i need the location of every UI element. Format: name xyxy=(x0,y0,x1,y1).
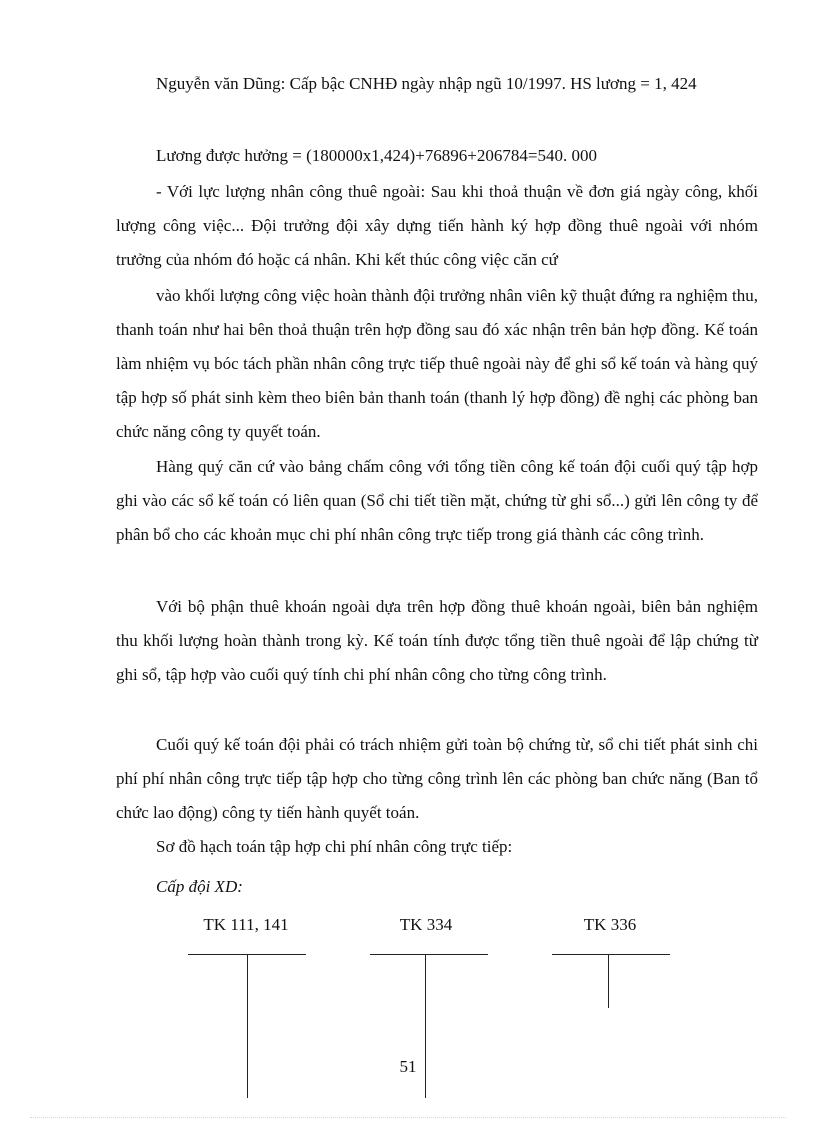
paragraph-salary-grade: Nguyễn văn Dũng: Cấp bậc CNHĐ ngày nhập ngũ 10/1997. HS lương = 1, 424 xyxy=(156,74,697,93)
paragraph-outsourced-labor: - Với lực lượng nhân công thuê ngoài: Sau khi thoả thuận về đơn giá ngày công, khối lượng công việc... Đội trưởng đội xây dựng tiến hành ký hợp đồng thuê ngoài với nhóm trưởng của nhóm đó hoặc cá nhân. Khi kết thúc công việc căn cứ xyxy=(116,182,758,269)
account-stem-3 xyxy=(608,954,609,1008)
account-top-line-3 xyxy=(552,954,670,955)
paragraph-salary-formula: Lương được hưởng = (180000x1,424)+76896+206784=540. 000 xyxy=(156,146,597,165)
footer-divider xyxy=(30,1117,786,1118)
paragraph-acceptance: vào khối lượng công việc hoàn thành đội trưởng nhân viên kỹ thuật đứng ra nghiệm thu, thanh toán như hai bên thoả thuận trên hợp đồng sau đó xác nhận trên bản hợp đồng. Kế toán làm nhiệm vụ bóc tách phần nhân công trực tiếp thuê ngoài này để ghi sổ kế toán và hàng quý tập hợp số phát sinh kèm theo biên bản thanh toán (thanh lý hợp đồng) đề nghị các phòng ban chức năng công ty quyết toán. xyxy=(116,286,758,441)
page-number: 51 xyxy=(399,1057,417,1076)
account-top-line-2 xyxy=(370,954,488,955)
paragraph-quarterly: Hàng quý căn cứ vào bảng chấm công với tổng tiền công kế toán đội cuối quý tập hợp ghi vào các sổ kế toán có liên quan (Sổ chi tiết tiền mặt, chứng từ ghi sổ...) gửi lên công ty để phân bổ cho các khoản mục chi phí nhân công trực tiếp trong giá thành các công trình. xyxy=(116,457,758,544)
team-level-label: Cấp đội XD: xyxy=(156,877,243,896)
paragraph-end-quarter: Cuối quý kế toán đội phải có trách nhiệm gửi toàn bộ chứng từ, sổ chi tiết phát sinh chi phí phí nhân công trực tiếp tập hợp cho từng công trình lên các phòng ban chức năng (Ban tổ chức lao động) công ty tiến hành quyết toán. xyxy=(116,735,758,822)
account-label-336: TK 336 xyxy=(583,915,637,934)
account-label-111-141: TK 111, 141 xyxy=(203,915,289,934)
diagram-heading: Sơ đồ hạch toán tập hợp chi phí nhân công trực tiếp: xyxy=(156,837,513,856)
paragraph-subcontract: Với bộ phận thuê khoán ngoài dựa trên hợp đồng thuê khoán ngoài, biên bản nghiệm thu khối lượng hoàn thành trong kỳ. Kế toán tính được tổng tiền thuê ngoài để lập chứng từ ghi sổ, tập hợp vào cuối quý tính chi phí nhân công cho từng công trình. xyxy=(116,597,758,684)
account-label-334: TK 334 xyxy=(399,915,453,934)
